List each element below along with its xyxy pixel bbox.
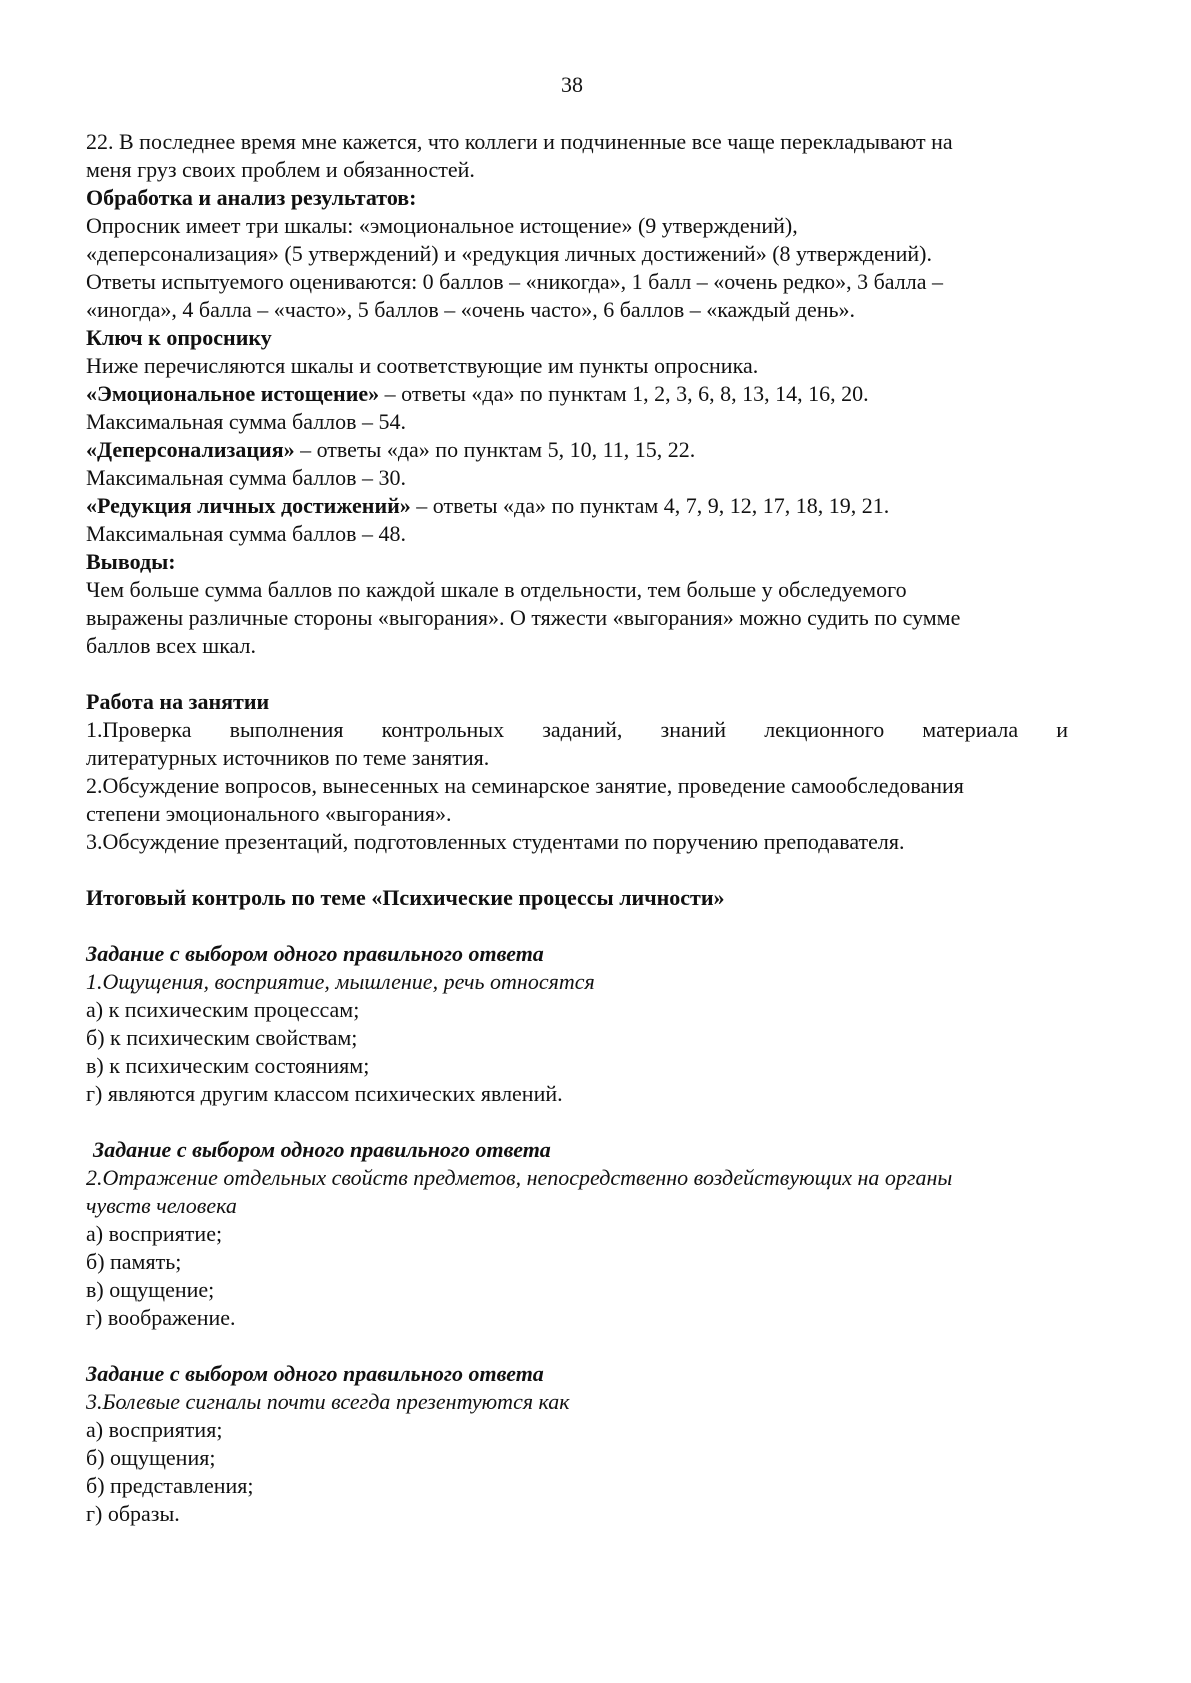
scale-item-list: – ответы «да» по пунктам 1, 2, 3, 6, 8, 13, 14, 16, 20.: [379, 381, 869, 406]
class-work-item: степени эмоционального «выгорания».: [86, 801, 452, 826]
answer-option: а) к психическим процессам;: [86, 997, 360, 1022]
scale-max: Максимальная сумма баллов – 54.: [86, 409, 407, 434]
answer-option: г) воображение.: [86, 1305, 236, 1330]
conclusions-text: выражены различные стороны «выгорания». О тяжести «выгорания» можно судить по сумме: [86, 605, 961, 630]
scale-name: «Деперсонализация»: [86, 437, 295, 462]
task-type-label: Задание с выбором одного правильного ответа: [93, 1137, 551, 1162]
test-task: [86, 940, 1068, 1108]
answer-option: б) к психическим свойствам;: [86, 1025, 358, 1050]
test-task: [86, 1136, 1068, 1332]
processing-text: Ответы испытуемого оцениваются: 0 баллов – «никогда», 1 балл – «очень редко», 3 балла –: [86, 269, 943, 294]
processing-text: «деперсонализация» (5 утверждений) и «редукция личных достижений» (8 утверждений).: [86, 241, 932, 266]
task-question: 2.Отражение отдельных свойств предметов, непосредственно воздействующих на органы: [86, 1165, 953, 1190]
scale-items: [86, 492, 1068, 520]
conclusions-text: баллов всех шкал.: [86, 633, 256, 658]
answer-option: б) ощущения;: [86, 1445, 216, 1470]
conclusions-text: Чем больше сумма баллов по каждой шкале в отдельности, тем больше у обследуемого: [86, 577, 907, 602]
scale-item-list: – ответы «да» по пунктам 5, 10, 11, 15, 22.: [294, 437, 696, 462]
answer-option: в) к психическим состояниям;: [86, 1053, 370, 1078]
page-number: 38: [561, 72, 583, 97]
processing-text: «иногда», 4 балла – «часто», 5 баллов – «очень часто», 6 баллов – «каждый день».: [86, 297, 856, 322]
class-work-item: литературных источников по теме занятия.: [86, 745, 490, 770]
scale-item-list: – ответы «да» по пунктам 4, 7, 9, 12, 17, 18, 19, 21.: [410, 493, 890, 518]
scale-max: Максимальная сумма баллов – 30.: [86, 465, 407, 490]
spacer: [86, 856, 1068, 884]
answer-option: г) образы.: [86, 1501, 180, 1526]
spacer: [86, 1108, 1068, 1136]
answer-option: в) ощущение;: [86, 1277, 215, 1302]
scale-max: Максимальная сумма баллов – 48.: [86, 521, 407, 546]
test-task: [86, 1360, 1068, 1528]
key-intro: Ниже перечисляются шкалы и соответствующие им пункты опросника.: [86, 353, 759, 378]
key-heading: Ключ к опроснику: [86, 325, 272, 350]
task-question: 1.Ощущения, восприятие, мышление, речь относятся: [86, 969, 595, 994]
spacer: [86, 1332, 1068, 1360]
processing-text: Опросник имеет три шкалы: «эмоциональное истощение» (9 утверждений),: [86, 213, 798, 238]
question-22-line: 22. В последнее время мне кажется, что коллеги и подчиненные все чаще перекладывают на: [86, 129, 953, 154]
conclusions-heading: Выводы:: [86, 549, 176, 574]
question-22-line: меня груз своих проблем и обязанностей.: [86, 157, 475, 182]
answer-option: б) представления;: [86, 1473, 254, 1498]
answer-option: а) восприятия;: [86, 1417, 223, 1442]
class-work-heading: Работа на занятии: [86, 689, 270, 714]
answer-option: б) память;: [86, 1249, 182, 1274]
task-question: чувств человека: [86, 1193, 237, 1218]
processing-heading: Обработка и анализ результатов:: [86, 185, 417, 210]
answer-option: а) восприятие;: [86, 1221, 223, 1246]
scale-items: [86, 436, 1068, 464]
class-work-item: 1.Проверка выполнения контрольных заданий, знаний лекционного материала и: [86, 717, 1068, 742]
spacer: [86, 660, 1068, 688]
class-work-item: 2.Обсуждение вопросов, вынесенных на семинарское занятие, проведение самообследования: [86, 773, 964, 798]
page-content: [86, 128, 1068, 1528]
task-question: 3.Болевые сигналы почти всегда презентуются как: [86, 1389, 570, 1414]
class-work-item: 3.Обсуждение презентаций, подготовленных студентами по поручению преподавателя.: [86, 829, 905, 854]
answer-option: г) являются другим классом психических явлений.: [86, 1081, 563, 1106]
scale-name: «Эмоциональное истощение»: [86, 381, 380, 406]
scale-name: «Редукция личных достижений»: [86, 493, 411, 518]
spacer: [86, 912, 1068, 940]
scale-items: [86, 380, 1068, 408]
task-type-label: Задание с выбором одного правильного ответа: [86, 941, 544, 966]
task-type-label: Задание с выбором одного правильного ответа: [86, 1361, 544, 1386]
final-control-heading: Итоговый контроль по теме «Психические процессы личности»: [86, 885, 725, 910]
